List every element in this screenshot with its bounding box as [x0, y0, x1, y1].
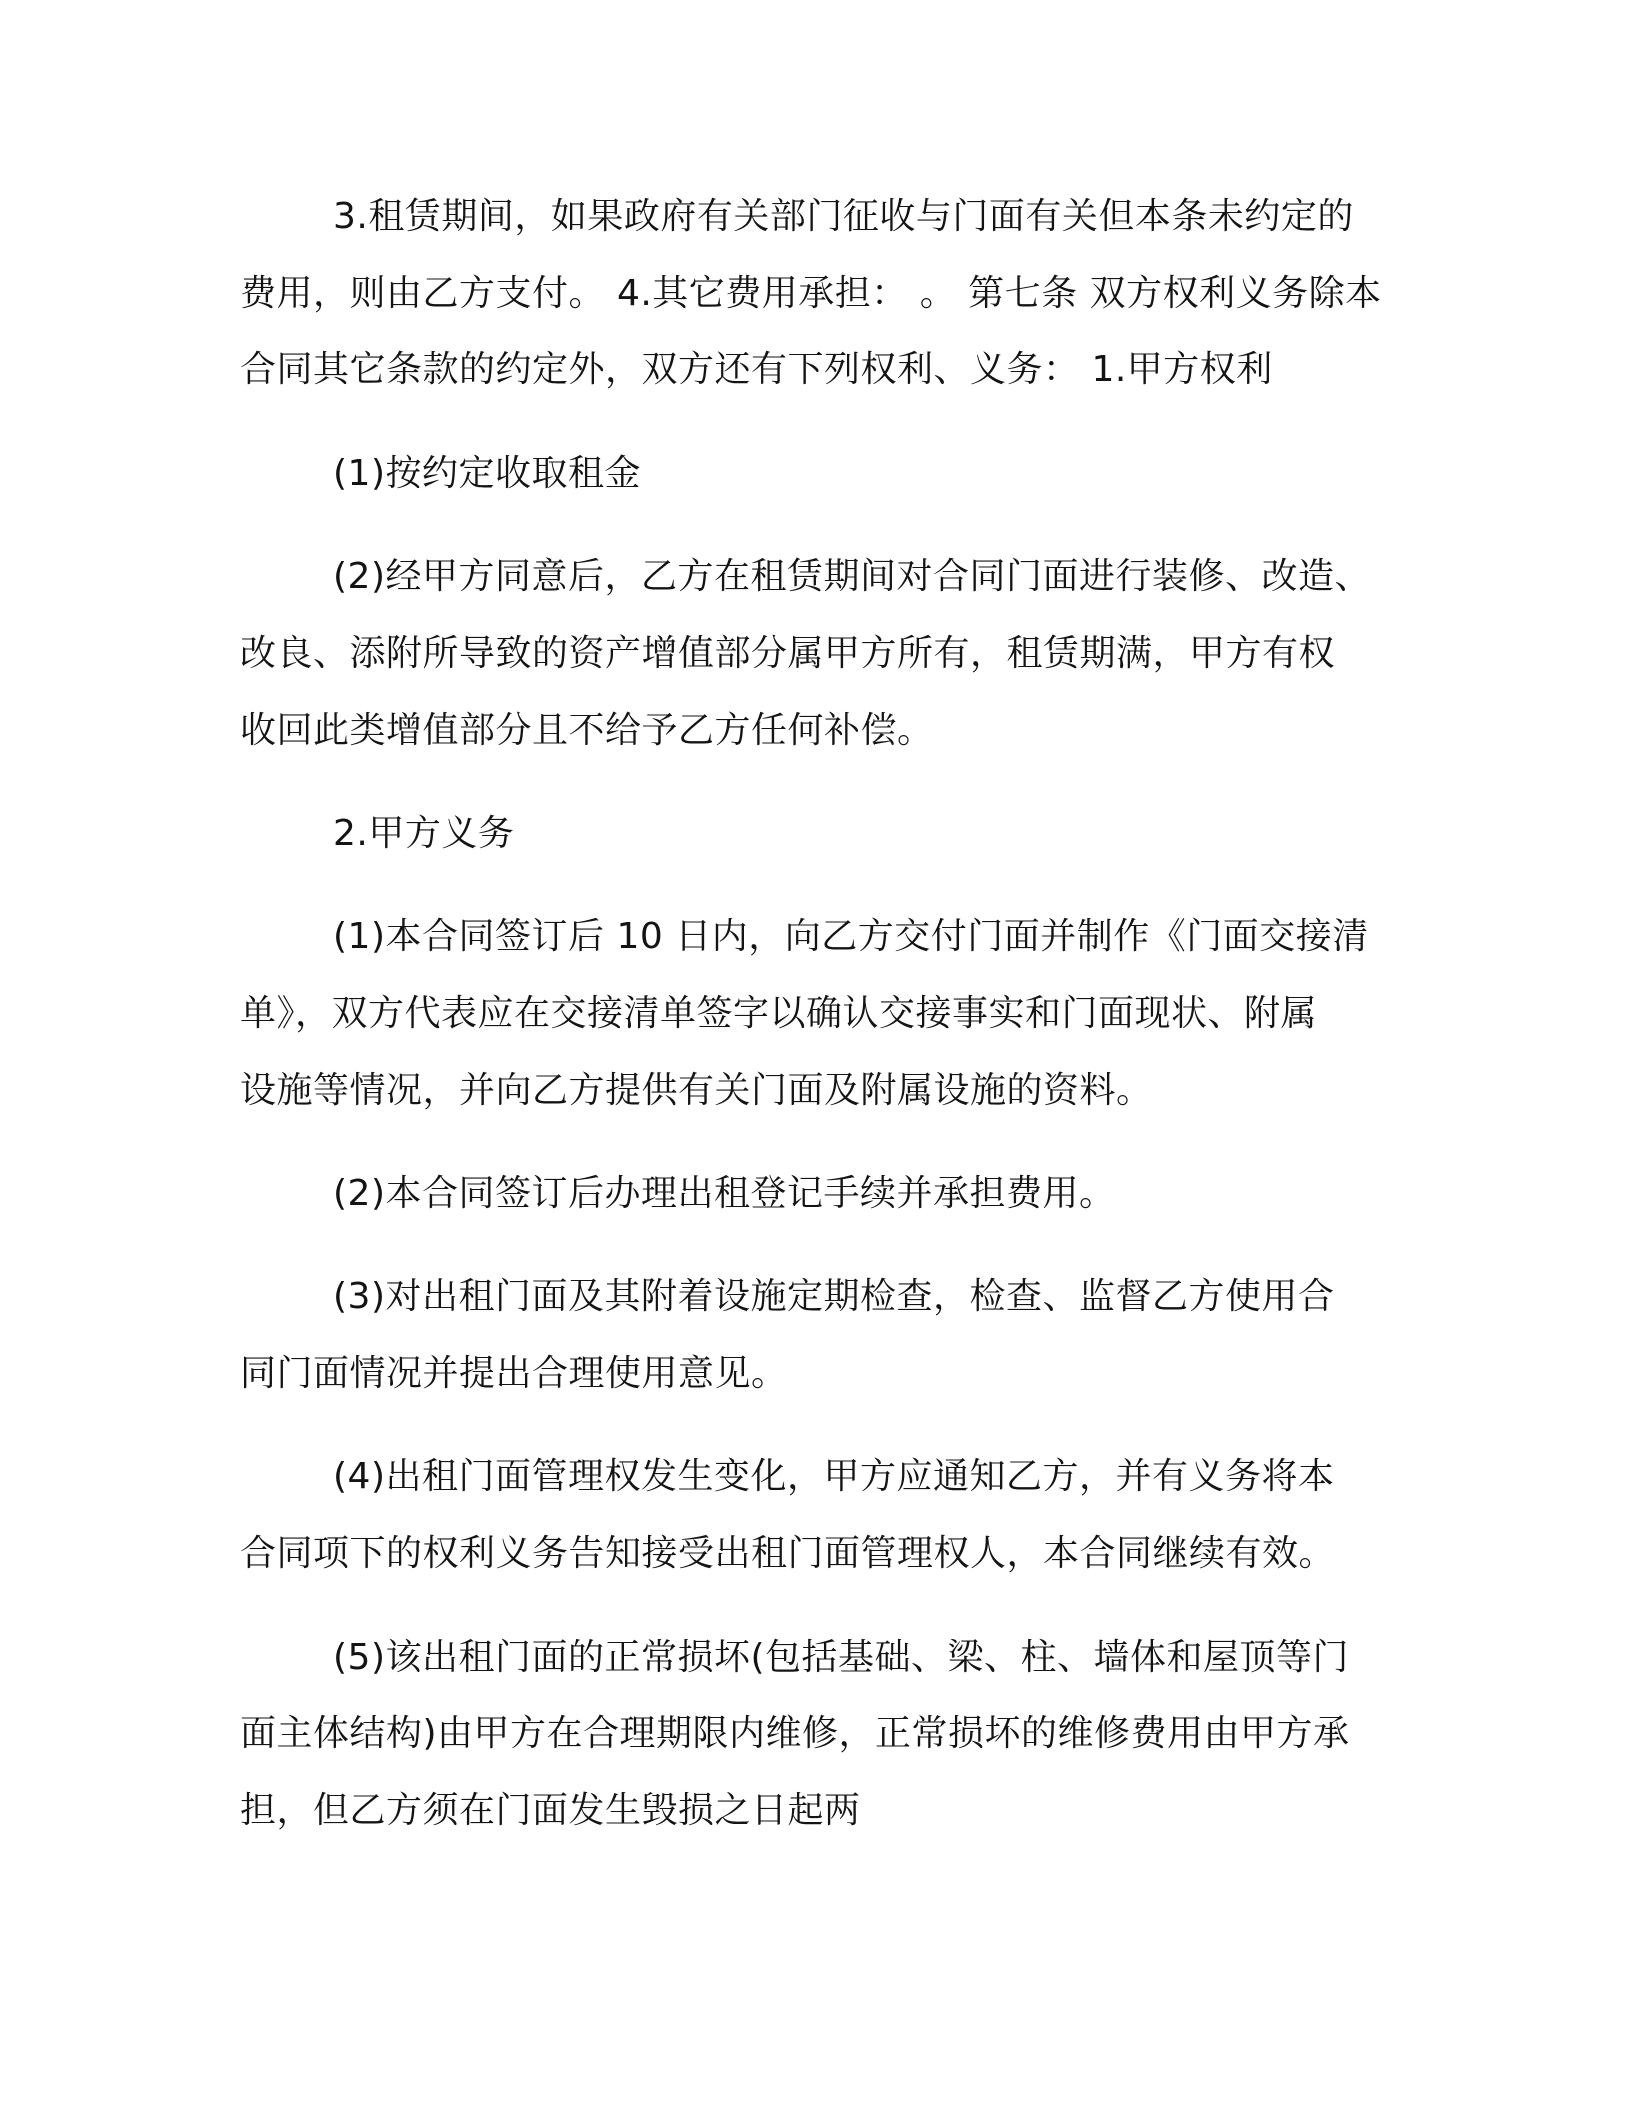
text-line: 设施等情况，并向乙方提供有关门面及附属设施的资料。 — [240, 1069, 1153, 1111]
text-line: (3)对出租门面及其附着设施定期检查，检查、监督乙方使用合 — [333, 1276, 1335, 1318]
text-line: 2.甲方义务 — [333, 812, 515, 854]
section-heading-lessor-obligations — [240, 796, 1432, 873]
paragraph-lessor-obligation-5 — [240, 1620, 1432, 1850]
text-line: 担，但乙方须在门面发生毁损之日起两 — [240, 1789, 861, 1831]
text-line: 收回此类增值部分且不给予乙方任何补偿。 — [240, 709, 934, 751]
paragraph-fees-and-article-seven — [240, 179, 1432, 409]
text-line: (4)出租门面管理权发生变化，甲方应通知乙方，并有义务将本 — [333, 1456, 1335, 1498]
text-line: 同门面情况并提出合理使用意见。 — [240, 1353, 788, 1395]
text-line: (2)经甲方同意后，乙方在租赁期间对合同门面进行装修、改造、 — [333, 556, 1371, 598]
text-line: 费用，则由乙方支付。 4.其它费用承担： 。 第七条 双方权利义务除本 — [240, 272, 1382, 314]
paragraph-lessor-obligation-4 — [240, 1439, 1432, 1592]
text-line: 合同项下的权利义务告知接受出租门面管理权人，本合同继续有效。 — [240, 1533, 1336, 1575]
paragraph-lessor-right-2 — [240, 539, 1432, 769]
text-line: 合同其它条款的约定外，双方还有下列权利、义务： 1.甲方权利 — [240, 349, 1273, 391]
paragraph-lessor-obligation-2 — [240, 1156, 1432, 1233]
text-line: (1)本合同签订后 10 日内，向乙方交付门面并制作《门面交接清 — [333, 916, 1369, 958]
paragraph-lessor-obligation-3 — [240, 1259, 1432, 1412]
text-line: (1)按约定收取租金 — [333, 452, 641, 494]
text-line: (2)本合同签订后办理出租登记手续并承担费用。 — [333, 1173, 1116, 1214]
text-line: 面主体结构)由甲方在合理期限内维修，正常损坏的维修费用由甲方承 — [240, 1713, 1350, 1755]
paragraph-lessor-right-1 — [240, 436, 1432, 513]
text-line: 单》，双方代表应在交接清单签字以确认交接事实和门面现状、附属 — [240, 992, 1318, 1034]
text-line: 3.租赁期间，如果政府有关部门征收与门面有关但本条未约定的 — [333, 196, 1354, 237]
text-line: 改良、添附所导致的资产增值部分属甲方所有，租赁期满，甲方有权 — [240, 632, 1336, 674]
paragraph-lessor-obligation-1 — [240, 899, 1432, 1129]
text-line: (5)该出租门面的正常损坏(包括基础、梁、柱、墙体和屋顶等门 — [333, 1636, 1350, 1678]
